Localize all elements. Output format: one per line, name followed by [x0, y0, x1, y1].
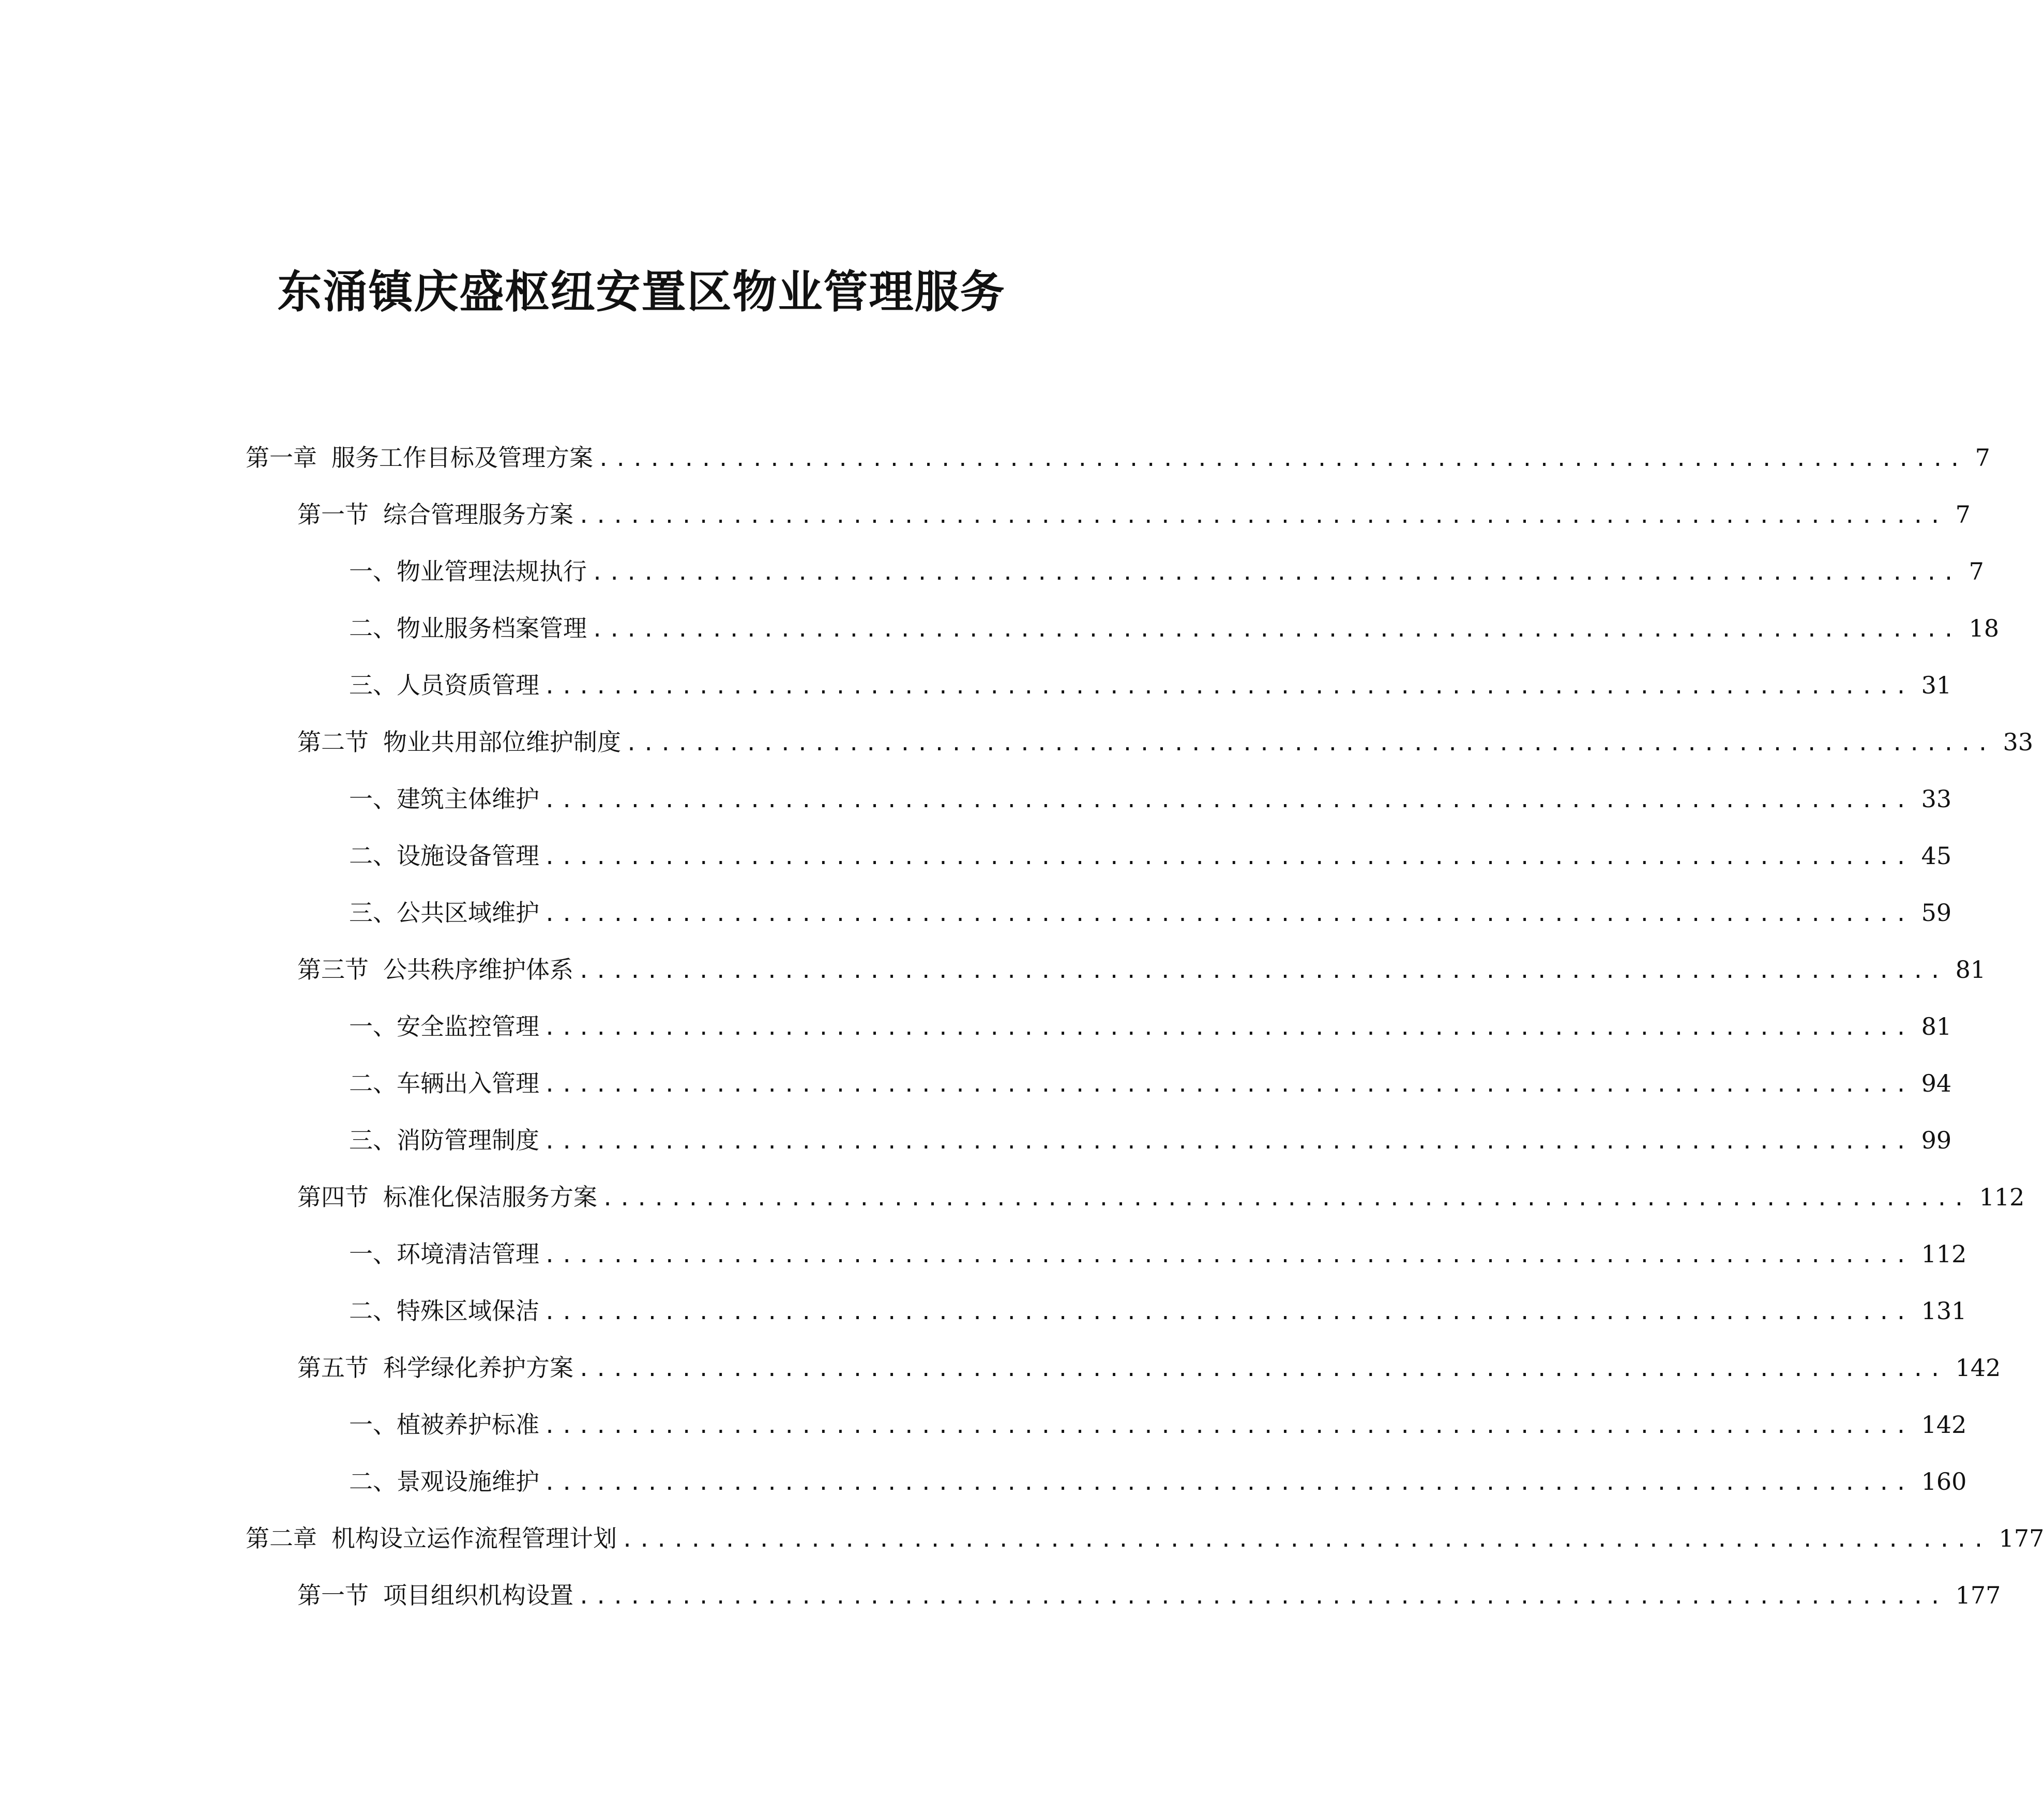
toc-dot-leader: ................................................................................	[625, 732, 1994, 755]
toc-page-number: 81	[1921, 1012, 1952, 1040]
toc-dot-leader: ................................................................................	[543, 1073, 1912, 1097]
toc-entry-number: 第一节	[297, 1581, 369, 1609]
toc-entry-title: 车辆出入管理	[397, 1069, 539, 1097]
toc-page-number: 7	[1955, 501, 1971, 528]
toc-dot-leader: ................................................................................	[543, 675, 1912, 699]
toc-dot-leader: ................................................................................	[578, 959, 1946, 983]
toc-entry-title: 设施设备管理	[397, 842, 539, 870]
toc-page-number: 33	[1921, 785, 1952, 813]
toc-entry-title: 物业共用部位维护制度	[383, 728, 621, 756]
toc-entry[interactable]	[246, 1518, 2044, 1559]
toc-entry-number: 三、	[349, 1126, 397, 1154]
toc-dot-leader: ................................................................................	[543, 789, 1912, 812]
toc-dot-leader: ................................................................................	[591, 561, 1960, 585]
toc-page-number: 33	[2003, 728, 2034, 756]
toc-entry[interactable]	[349, 1063, 1952, 1104]
toc-page-number: 7	[1975, 444, 1990, 472]
toc-entry-title: 机构设立运作流程管理计划	[331, 1524, 617, 1552]
toc-entry[interactable]	[349, 1006, 1952, 1047]
toc-entry-title: 特殊区域保洁	[397, 1297, 539, 1325]
toc-dot-leader: ................................................................................	[543, 902, 1912, 926]
toc-dot-leader: ................................................................................	[543, 1244, 1912, 1267]
toc-page-number: 142	[1921, 1411, 1967, 1439]
toc-dot-leader: ................................................................................	[543, 1130, 1912, 1154]
toc-dot-leader: ................................................................................	[578, 504, 1946, 528]
toc-entry-title: 安全监控管理	[397, 1012, 539, 1040]
document-title: 东涌镇庆盛枢纽安置区物业管理服务	[277, 266, 1006, 318]
toc-page-number: 45	[1921, 842, 1952, 870]
toc-entry-title: 公共秩序维护体系	[383, 956, 573, 984]
toc-entry-number: 三、	[349, 899, 397, 927]
toc-entry-title: 服务工作目标及管理方案	[331, 444, 593, 472]
toc-entry-number: 一、	[349, 785, 397, 813]
toc-entry[interactable]	[297, 1575, 2001, 1616]
toc-entry-number: 第一节	[297, 501, 369, 528]
toc-page-number: 99	[1921, 1126, 1952, 1154]
toc-dot-leader: ................................................................................	[597, 447, 1966, 471]
toc-entry-title: 项目组织机构设置	[383, 1581, 573, 1609]
toc-page-number: 177	[1998, 1524, 2044, 1552]
toc-entry-number: 一、	[349, 1240, 397, 1268]
toc-entry[interactable]	[297, 721, 2034, 763]
toc-dot-leader: ................................................................................	[543, 1414, 1912, 1438]
toc-page-number: 160	[1921, 1468, 1967, 1495]
toc-dot-leader: ................................................................................	[578, 1585, 1946, 1609]
toc-entry[interactable]	[349, 664, 1952, 706]
toc-entry-number: 二、	[349, 1297, 397, 1325]
toc-entry[interactable]	[297, 949, 1986, 990]
toc-entry-title: 消防管理制度	[397, 1126, 539, 1154]
toc-entry[interactable]	[349, 1461, 1967, 1502]
toc-page-number: 18	[1969, 614, 2000, 642]
toc-entry[interactable]	[297, 1176, 2025, 1218]
toc-entry-number: 一、	[349, 1012, 397, 1040]
toc-page-number: 94	[1921, 1069, 1952, 1097]
toc-entry-number: 第二节	[297, 728, 369, 756]
toc-entry[interactable]	[349, 778, 1952, 820]
toc-entry-number: 第二章	[246, 1524, 317, 1552]
toc-page-number: 131	[1921, 1297, 1967, 1325]
toc-dot-leader: ................................................................................	[621, 1528, 1990, 1552]
toc-dot-leader: ................................................................................	[543, 1016, 1912, 1040]
toc-entry-title: 人员资质管理	[397, 671, 539, 699]
toc-entry-number: 第一章	[246, 444, 317, 472]
toc-entry-title: 植被养护标准	[397, 1411, 539, 1439]
toc-page-number: 7	[1969, 557, 1984, 585]
toc-entry-number: 一、	[349, 1411, 397, 1439]
toc-entry[interactable]	[349, 1233, 1967, 1275]
toc-dot-leader: ................................................................................	[543, 1301, 1912, 1324]
toc-entry-number: 二、	[349, 842, 397, 870]
toc-page-number: 142	[1955, 1354, 2001, 1382]
toc-entry-title: 物业管理法规执行	[397, 557, 587, 585]
toc-entry-title: 综合管理服务方案	[383, 501, 573, 528]
toc-entry-number: 二、	[349, 614, 397, 642]
toc-entry-title: 标准化保洁服务方案	[383, 1183, 597, 1211]
toc-entry[interactable]	[349, 1290, 1967, 1332]
toc-entry-title: 环境清洁管理	[397, 1240, 539, 1268]
toc-page-number: 177	[1955, 1581, 2001, 1609]
toc-entry-number: 二、	[349, 1468, 397, 1495]
toc-entry-number: 二、	[349, 1069, 397, 1097]
toc-entry-number: 一、	[349, 557, 397, 585]
toc-entry[interactable]	[349, 1404, 1967, 1445]
toc-entry[interactable]	[349, 551, 1984, 592]
toc-entry-title: 物业服务档案管理	[397, 614, 587, 642]
toc-dot-leader: ................................................................................	[591, 618, 1960, 642]
toc-entry[interactable]	[297, 494, 1971, 535]
toc-entry-title: 公共区域维护	[397, 899, 539, 927]
toc-entry[interactable]	[349, 892, 1952, 933]
toc-entry-number: 第五节	[297, 1354, 369, 1382]
toc-entry[interactable]	[349, 1120, 1952, 1161]
toc-page-number: 31	[1921, 671, 1952, 699]
toc-page-number: 112	[1921, 1240, 1967, 1268]
toc-dot-leader: ................................................................................	[601, 1187, 1970, 1211]
toc-dot-leader: ................................................................................	[543, 1471, 1912, 1495]
toc-entry-number: 第四节	[297, 1183, 369, 1211]
toc-dot-leader: ................................................................................	[543, 845, 1912, 869]
toc-entry[interactable]	[349, 608, 2000, 649]
toc-entry-number: 三、	[349, 671, 397, 699]
toc-page-number: 112	[1979, 1183, 2025, 1211]
toc-entry-title: 建筑主体维护	[397, 785, 539, 813]
toc-page-number: 81	[1955, 956, 1986, 984]
toc-entry[interactable]	[297, 1347, 2001, 1388]
toc-entry[interactable]	[246, 437, 1990, 478]
toc-entry[interactable]	[349, 835, 1952, 876]
toc-dot-leader: ................................................................................	[578, 1357, 1946, 1381]
toc-entry-title: 科学绿化养护方案	[383, 1354, 573, 1382]
toc-page-number: 59	[1921, 899, 1952, 927]
toc-entry-number: 第三节	[297, 956, 369, 984]
toc-entry-title: 景观设施维护	[397, 1468, 539, 1495]
